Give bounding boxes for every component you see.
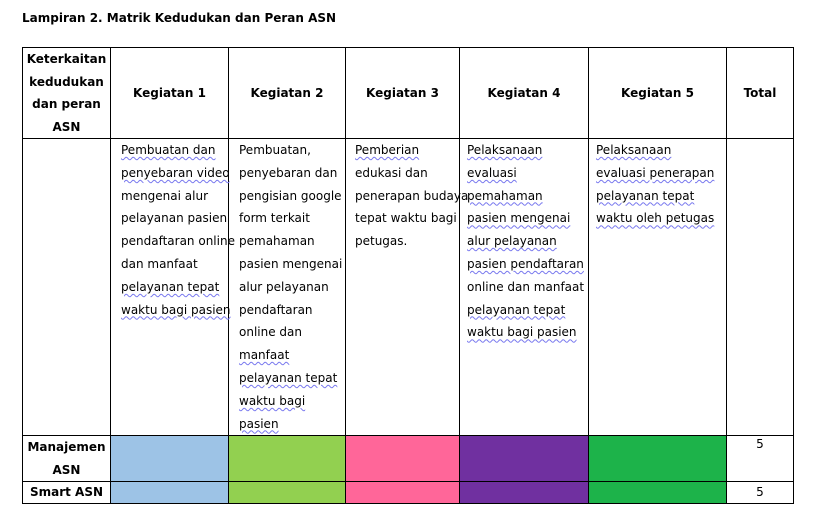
description-line: pelayanan tepat	[239, 370, 338, 385]
total-manajemen-asn: 5	[727, 436, 794, 482]
color-cell	[111, 436, 229, 482]
page-title: Lampiran 2. Matrik Kedudukan dan Peran ASN	[22, 11, 337, 25]
description-row	[23, 139, 794, 436]
description-line: Pemberian	[355, 143, 420, 157]
description-line: alur pelayanan	[239, 279, 329, 294]
description-line: pendaftaran online	[121, 234, 235, 249]
description-line: tepat waktu bagi	[355, 211, 457, 226]
description-line: form terkait	[239, 211, 310, 226]
color-cell	[346, 482, 460, 504]
description-line: pelayanan tepat	[121, 279, 220, 294]
description-line: Pelaksanaan	[596, 143, 672, 157]
description-line: pengisian google	[239, 188, 342, 203]
row-label-smart-asn: Smart ASN	[23, 482, 111, 504]
description-line: penyebaran video	[121, 165, 230, 180]
color-cell	[111, 482, 229, 504]
color-cell	[460, 482, 589, 504]
description-line: pasien	[239, 416, 279, 431]
header-kegiatan-2: Kegiatan 2	[229, 48, 346, 139]
color-cell	[589, 436, 727, 482]
description-line: waktu bagi pasien	[121, 302, 231, 317]
description-kegiatan-1	[111, 139, 235, 436]
description-kegiatan-2	[229, 139, 346, 436]
header-row	[23, 48, 794, 139]
description-line: pemahaman	[239, 234, 315, 249]
row-smart-asn	[23, 482, 794, 504]
header-kegiatan-3: Kegiatan 3	[346, 48, 460, 139]
description-total	[727, 139, 794, 436]
description-line: pasien mengenai	[467, 211, 571, 226]
description-line: pasien pendaftaran	[467, 256, 584, 271]
description-line: mengenai alur	[121, 188, 209, 203]
description-line: pelayanan tepat	[467, 302, 566, 317]
description-line: pendaftaran	[239, 302, 313, 317]
description-line: online dan manfaat	[467, 279, 585, 294]
corner-header-line: ASN	[52, 119, 81, 134]
total-smart-asn: 5	[727, 482, 794, 504]
description-row-label	[23, 139, 111, 436]
description-line: edukasi dan	[355, 165, 428, 180]
color-cell	[460, 436, 589, 482]
description-line: dan manfaat	[121, 256, 198, 271]
header-total: Total	[727, 48, 794, 139]
asn-matrix-table	[22, 47, 794, 504]
description-line: Pembuatan dan	[121, 143, 216, 157]
row-label-manajemen-asn	[23, 436, 111, 482]
description-line: penyebaran dan	[239, 165, 338, 180]
corner-header	[23, 48, 111, 139]
color-cell	[346, 436, 460, 482]
row-manajemen-asn	[23, 436, 794, 482]
corner-header-line: dan peran	[32, 97, 101, 111]
description-line: pelayanan tepat	[596, 188, 695, 203]
description-line: manfaat	[239, 348, 290, 363]
header-kegiatan-5: Kegiatan 5	[589, 48, 727, 139]
description-line: Pelaksanaan	[467, 143, 543, 157]
description-line: waktu bagi	[239, 393, 306, 408]
header-kegiatan-1: Kegiatan 1	[111, 48, 229, 139]
header-kegiatan-4: Kegiatan 4	[460, 48, 589, 139]
description-line: pasien mengenai	[239, 256, 343, 271]
description-line: evaluasi penerapan	[596, 165, 715, 180]
description-line: alur pelayanan	[467, 234, 557, 249]
description-line: pemahaman	[467, 188, 543, 203]
description-line: pelayanan pasien	[121, 211, 228, 226]
description-line: petugas.	[355, 234, 408, 249]
description-line: penerapan budaya	[355, 188, 469, 203]
description-line: waktu bagi pasien	[467, 325, 577, 340]
description-line: waktu oleh petugas	[596, 211, 715, 226]
color-cell	[589, 482, 727, 504]
description-kegiatan-5	[589, 139, 727, 436]
color-cell	[229, 436, 346, 482]
description-line: evaluasi	[467, 165, 517, 180]
description-kegiatan-3	[346, 139, 469, 436]
description-line: online dan	[239, 325, 302, 340]
row-label-line: Manajemen	[27, 440, 106, 455]
corner-header-line: Keterkaitan	[26, 52, 107, 66]
row-label-line: ASN	[52, 462, 81, 477]
description-kegiatan-4	[460, 139, 589, 436]
corner-header-line: kedudukan	[29, 74, 104, 89]
color-cell	[229, 482, 346, 504]
description-line: Pembuatan,	[239, 143, 311, 157]
